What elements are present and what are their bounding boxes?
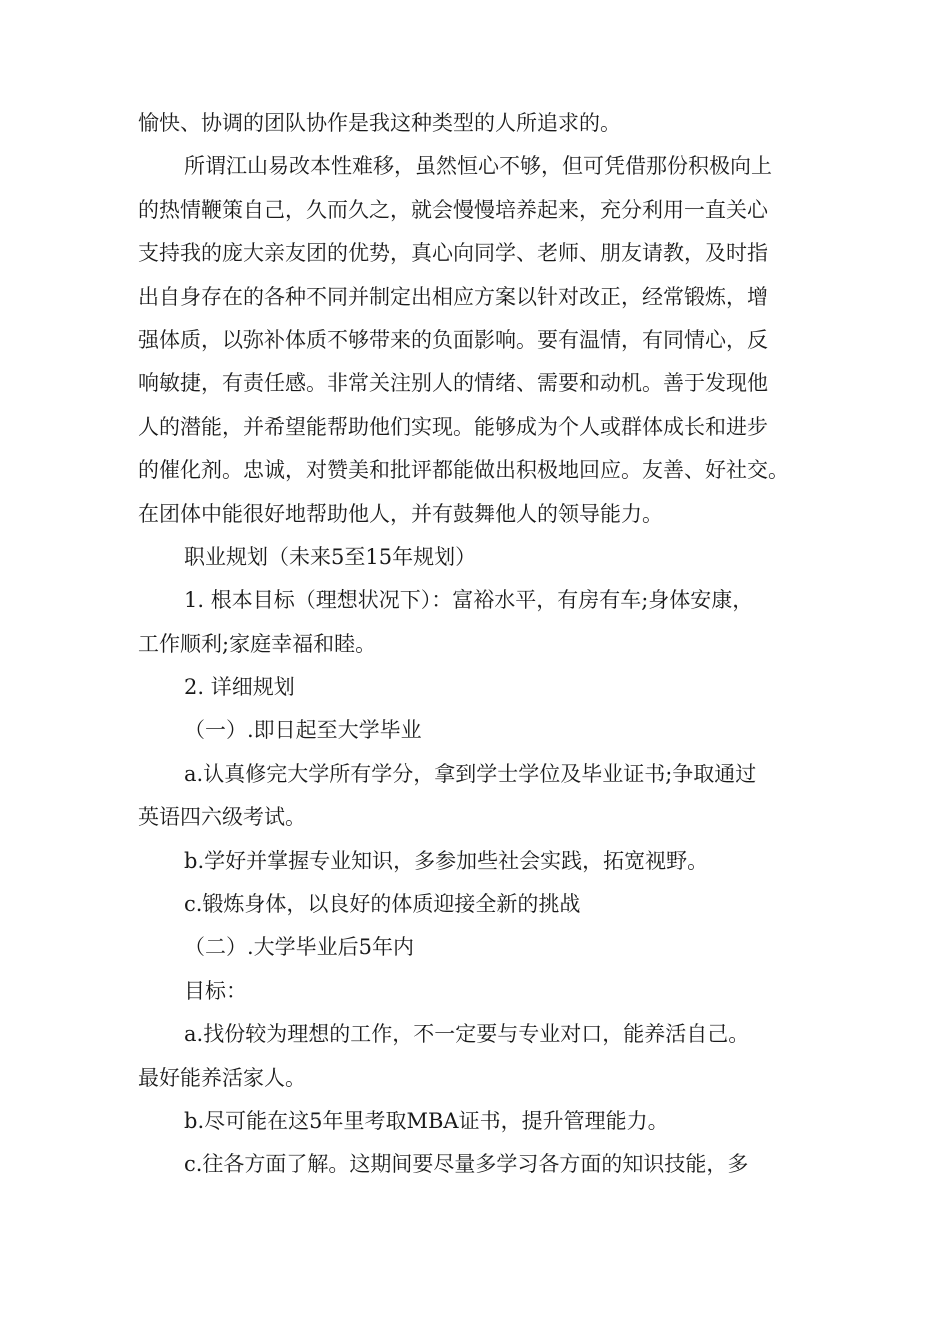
paragraph-line: 在团体中能很好地帮助他人，并有鼓舞他人的领导能力。	[138, 501, 663, 526]
list-item: b.学好并掌握专业知识，多参加些社会实践，拓宽视野。	[184, 848, 709, 873]
paragraph-line: 所谓江山易改本性难移，虽然恒心不够，但可凭借那份积极向上	[184, 154, 772, 179]
list-item: 2. 详细规划	[184, 675, 295, 700]
paragraph-line: 的催化剂。忠诚，对赞美和批评都能做出积极地回应。友善、好社交。	[138, 458, 789, 483]
list-item: a.认真修完大学所有学分，拿到学士学位及毕业证书;争取通过	[184, 761, 757, 786]
paragraph-line: 的热情鞭策自己，久而久之，就会慢慢培养起来，充分利用一直关心	[138, 197, 768, 222]
list-item: b.尽可能在这5年里考取MBA证书，提升管理能力。	[184, 1108, 669, 1133]
list-item: c.锻炼身体，以良好的体质迎接全新的挑战	[184, 892, 581, 917]
list-item: c.往各方面了解。这期间要尽量多学习各方面的知识技能，多	[184, 1152, 749, 1177]
list-item-continuation: 最好能养活家人。	[138, 1065, 306, 1090]
list-item: 1. 根本目标（理想状况下）：富裕水平，有房有车;身体安康，	[184, 588, 754, 613]
subsection-heading: （一）.即日起至大学毕业	[184, 718, 422, 743]
paragraph-line: 出自身存在的各种不同并制定出相应方案以针对改正，经常锻炼，增	[138, 284, 768, 309]
subsection-heading: （二）.大学毕业后5年内	[184, 935, 415, 960]
list-item-continuation: 工作顺利;家庭幸福和睦。	[138, 631, 377, 656]
paragraph-line: 支持我的庞大亲友团的优势，真心向同学、老师、朋友请教，及时指	[138, 241, 768, 266]
list-item-continuation: 英语四六级考试。	[138, 805, 306, 830]
paragraph-line: 人的潜能，并希望能帮助他们实现。能够成为个人或群体成长和进步	[138, 414, 768, 439]
paragraph-line: 愉快、协调的团队协作是我这种类型的人所追求的。	[138, 111, 621, 135]
list-item: a.找份较为理想的工作，不一定要与专业对口，能养活自己。	[184, 1022, 750, 1047]
section-heading: 职业规划（未来5至15年规划）	[184, 544, 477, 569]
label-line: 目标：	[184, 978, 247, 1003]
document-body	[138, 102, 838, 1187]
paragraph-line: 强体质，以弥补体质不够带来的负面影响。要有温情，有同情心，反	[138, 327, 768, 352]
paragraph-line: 响敏捷，有责任感。非常关注别人的情绪、需要和动机。善于发现他	[138, 371, 768, 396]
